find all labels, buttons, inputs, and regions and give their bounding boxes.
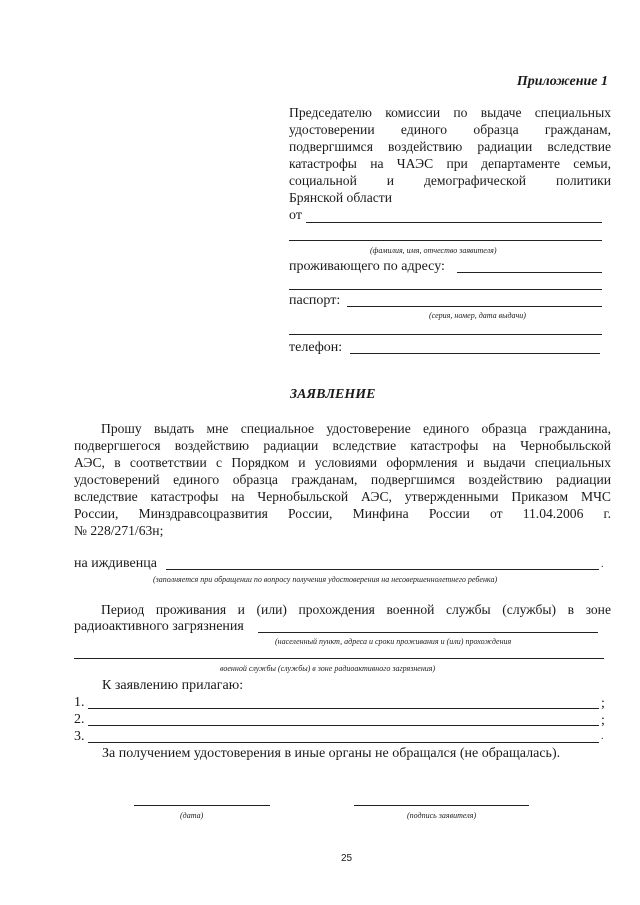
address-field-line-2[interactable] xyxy=(289,289,602,290)
paragraph-line: АЭС, в соответствии с Порядком и условиями оформления и выдачи специальных xyxy=(74,455,611,470)
dependent-hint: (заполняется при обращении по вопросу получения удостоверения на несовершеннолетнего ребенка) xyxy=(153,575,498,584)
date-field-line[interactable] xyxy=(134,805,270,806)
signature-hint: (подпись заявителя) xyxy=(407,811,477,820)
from-field-line[interactable] xyxy=(306,222,602,223)
dependent-label: на иждивенца xyxy=(74,556,157,571)
period-paragraph xyxy=(74,601,611,618)
addressee-line: удостоверении единого образца гражданам, xyxy=(289,122,611,137)
attach-item-line[interactable] xyxy=(88,708,599,709)
passport-hint: (серия, номер, дата выдачи) xyxy=(429,311,526,320)
period-line: Период проживания и (или) прохождения военной службы (службы) в зоне xyxy=(101,602,611,617)
from-hint: (фамилия, имя, отчество заявителя) xyxy=(370,246,497,255)
attach-item-line[interactable] xyxy=(88,742,599,743)
document-title: ЗАЯВЛЕНИЕ xyxy=(290,387,376,402)
from-field-line-2[interactable] xyxy=(289,240,602,241)
attach-label: К заявлению прилагаю: xyxy=(102,678,244,693)
addressee-block xyxy=(289,104,611,206)
passport-field-line-2[interactable] xyxy=(289,334,602,335)
from-label: от xyxy=(289,208,302,223)
address-field-line[interactable] xyxy=(457,272,602,273)
addressee-line: Председателю комиссии по выдаче специальных xyxy=(289,105,611,120)
paragraph-line: удостоверений единого образца гражданам, подвергшимся воздействию радиации xyxy=(74,472,611,487)
addressee-line: катастрофы на ЧАЭС при департаменте семьи, xyxy=(289,156,611,171)
attach-item-line[interactable] xyxy=(88,725,599,726)
address-label: проживающего по адресу: xyxy=(289,259,445,274)
phone-field-line[interactable] xyxy=(350,353,600,354)
addressee-line: Брянской области xyxy=(289,190,392,205)
phone-label: телефон: xyxy=(289,340,343,355)
addressee-line: подвергшимся воздействию радиации вследствие xyxy=(289,139,611,154)
paragraph-line: вследствие катастрофы на Чернобыльской АЭС, утвержденными Приказом МЧС xyxy=(74,489,611,504)
attach-item-number: 3. xyxy=(74,729,85,744)
page-number: 25 xyxy=(341,853,353,864)
period-zone-label: радиоактивного загрязнения xyxy=(74,619,244,634)
addressee-line: социальной и демографической политики xyxy=(289,173,611,188)
period-hint-2: военной службы (службы) в зоне радиоактивного загрязнения) xyxy=(220,664,436,673)
appendix-label: Приложение 1 xyxy=(516,74,608,89)
attach-item-number: 2. xyxy=(74,712,85,727)
request-paragraph xyxy=(74,420,611,539)
attach-item-number: 1. xyxy=(74,695,85,710)
date-hint: (дата) xyxy=(180,811,204,820)
period-field-line[interactable] xyxy=(258,632,598,633)
paragraph-line: России, Минздравсоцразвития России, Минфина России от 11.04.2006 г. xyxy=(74,506,611,521)
passport-label: паспорт: xyxy=(289,293,341,308)
passport-field-line[interactable] xyxy=(347,306,602,307)
no-other-applications-statement: За получением удостоверения в иные органы не обращался (не обращалась). xyxy=(102,746,561,761)
paragraph-line: № 228/271/63н; xyxy=(74,523,164,538)
paragraph-line: Прошу выдать мне специальное удостоверение единого образца гражданина, xyxy=(101,421,611,436)
signature-field-line[interactable] xyxy=(354,805,529,806)
period-hint-1: (населенный пункт, адреса и сроки проживания и (или) прохождения xyxy=(275,637,512,646)
dependent-field-line[interactable] xyxy=(166,569,599,570)
period-field-line-2[interactable] xyxy=(74,658,604,659)
paragraph-line: подвергшегося воздействию радиации вследствие катастрофы на Чернобыльской xyxy=(74,438,611,453)
